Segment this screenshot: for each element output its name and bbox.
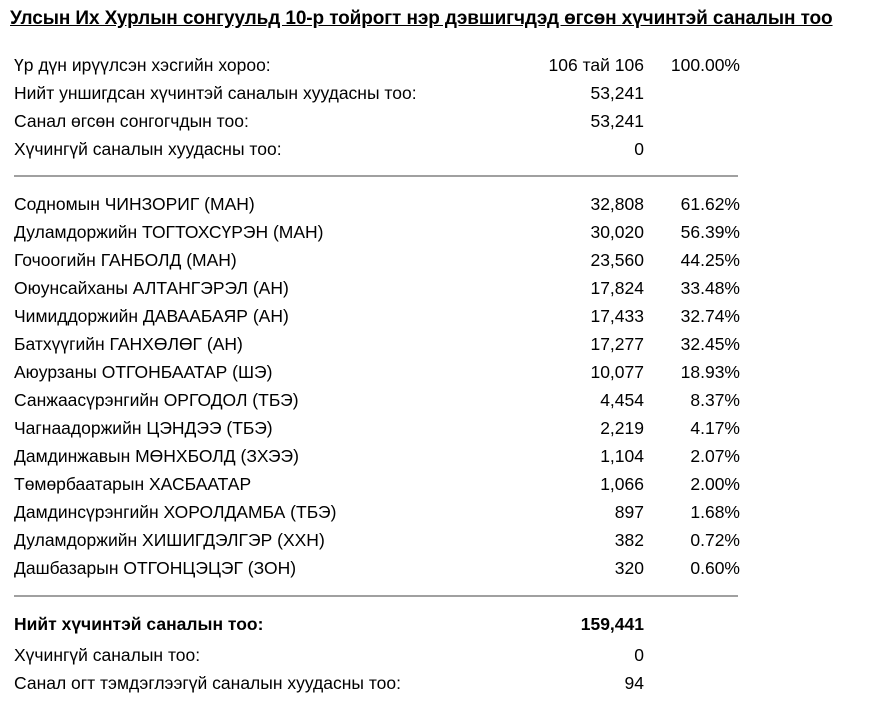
- candidate-name: Дамдинжавын МӨНХБОЛД (ЗХЭЭ): [14, 446, 299, 466]
- candidate-votes: 1,066: [600, 474, 644, 494]
- row-value: 94: [624, 673, 644, 693]
- candidate-percent: 33.48%: [680, 278, 740, 298]
- candidate-percent: 18.93%: [680, 362, 740, 382]
- candidate-row: [14, 498, 740, 526]
- summary-section: [14, 51, 740, 163]
- summary-row-invalid-ballots: [14, 135, 740, 163]
- candidate-votes: 17,824: [590, 278, 644, 298]
- candidate-name: Дашбазарын ОТГОНЦЭЦЭГ (ЗОН): [14, 558, 297, 578]
- row-label: Нийт уншигдсан хүчинтэй саналын хуудасны тоо:: [14, 83, 417, 103]
- candidate-row: [14, 330, 740, 358]
- candidate-name: Дамдинсүрэнгийн ХОРОЛДАМБА (ТБЭ): [14, 502, 337, 522]
- row-label: Хүчингүй саналын тоо:: [14, 645, 201, 665]
- candidate-percent: 8.37%: [690, 390, 740, 410]
- row-label: Санал өгсөн сонгогчдын тоо:: [14, 111, 249, 131]
- totals-section: [14, 610, 740, 697]
- row-value: 0: [634, 645, 644, 665]
- candidate-percent: 1.68%: [690, 502, 740, 522]
- candidate-row: [14, 386, 740, 414]
- candidate-votes: 17,433: [590, 306, 644, 326]
- summary-row-valid-ballots-read: [14, 79, 740, 107]
- row-label: Үр дүн ирүүлсэн хэсгийн хороо:: [14, 55, 271, 75]
- row-value: 53,241: [590, 111, 644, 131]
- candidate-row: [14, 554, 740, 582]
- row-percent: 100.00%: [670, 55, 740, 75]
- candidate-name: Чимиддоржийн ДАВААБАЯР (АН): [14, 306, 289, 326]
- candidate-row: [14, 246, 740, 274]
- candidate-votes: 23,560: [590, 250, 644, 270]
- candidate-name: Гочоогийн ГАНБОЛД (МАН): [14, 250, 237, 270]
- candidate-name: Төмөрбаатарын ХАСБААТАР: [14, 474, 252, 494]
- summary-row-reporting-stations: [14, 51, 740, 79]
- candidate-row: [14, 190, 740, 218]
- candidate-percent: 61.62%: [680, 194, 740, 214]
- candidate-percent: 32.45%: [680, 334, 740, 354]
- candidate-row: [14, 442, 740, 470]
- candidate-votes: 2,219: [600, 418, 644, 438]
- page-title: Улсын Их Хурлын сонгуульд 10-р тойрогт нэр дэвшигчдэд өгсөн хүчинтэй саналын тоо: [10, 8, 833, 29]
- candidate-votes: 10,077: [590, 362, 644, 382]
- candidate-votes: 320: [614, 558, 644, 578]
- candidate-name: Аюурзаны ОТГОНБААТАР (ШЭ): [14, 362, 273, 382]
- section-divider: [14, 175, 738, 177]
- candidate-votes: 897: [614, 502, 644, 522]
- total-blank-ballots-row: [14, 669, 740, 697]
- row-value: 0: [634, 139, 644, 159]
- row-value: 106 тай 106: [548, 55, 644, 75]
- section-divider: [14, 595, 738, 597]
- candidate-name: Батхүүгийн ГАНХӨЛӨГ (АН): [14, 334, 243, 354]
- candidate-percent: 4.17%: [690, 418, 740, 438]
- row-label: Хүчингүй саналын хуудасны тоо:: [14, 139, 282, 159]
- row-value: 159,441: [580, 614, 644, 634]
- total-valid-votes-row: [14, 610, 740, 638]
- candidate-row: [14, 358, 740, 386]
- candidate-votes: 30,020: [590, 222, 644, 242]
- row-label: Санал огт тэмдэглээгүй саналын хуудасны тоо:: [14, 673, 401, 693]
- candidate-votes: 17,277: [590, 334, 644, 354]
- candidate-percent: 56.39%: [680, 222, 740, 242]
- candidate-percent: 32.74%: [680, 306, 740, 326]
- candidate-votes: 1,104: [600, 446, 644, 466]
- candidate-percent: 2.00%: [690, 474, 740, 494]
- candidate-percent: 2.07%: [690, 446, 740, 466]
- candidate-name: Санжаасүрэнгийн ОРГОДОЛ (ТБЭ): [14, 390, 299, 410]
- candidate-name: Чагнаадоржийн ЦЭНДЭЭ (ТБЭ): [14, 418, 273, 438]
- candidate-row: [14, 470, 740, 498]
- candidate-percent: 0.60%: [690, 558, 740, 578]
- candidate-row: [14, 414, 740, 442]
- candidate-votes: 382: [614, 530, 644, 550]
- candidate-name: Содномын ЧИНЗОРИГ (МАН): [14, 194, 255, 214]
- candidate-row: [14, 302, 740, 330]
- summary-row-voters: [14, 107, 740, 135]
- row-value: 53,241: [590, 83, 644, 103]
- candidate-name: Дуламдоржийн ТОГТОХСҮРЭН (МАН): [14, 222, 324, 242]
- candidate-row: [14, 274, 740, 302]
- candidate-percent: 0.72%: [690, 530, 740, 550]
- candidate-name: Дуламдоржийн ХИШИГДЭЛГЭР (ХХН): [14, 530, 325, 550]
- candidates-section: [14, 190, 740, 582]
- candidate-percent: 44.25%: [680, 250, 740, 270]
- candidate-row: [14, 218, 740, 246]
- candidate-row: [14, 526, 740, 554]
- candidate-name: Оюунсайханы АЛТАНГЭРЭЛ (АН): [14, 278, 289, 298]
- candidate-votes: 32,808: [590, 194, 644, 214]
- row-label: Нийт хүчинтэй саналын тоо:: [14, 614, 264, 634]
- candidate-votes: 4,454: [600, 390, 644, 410]
- total-invalid-votes-row: [14, 641, 740, 669]
